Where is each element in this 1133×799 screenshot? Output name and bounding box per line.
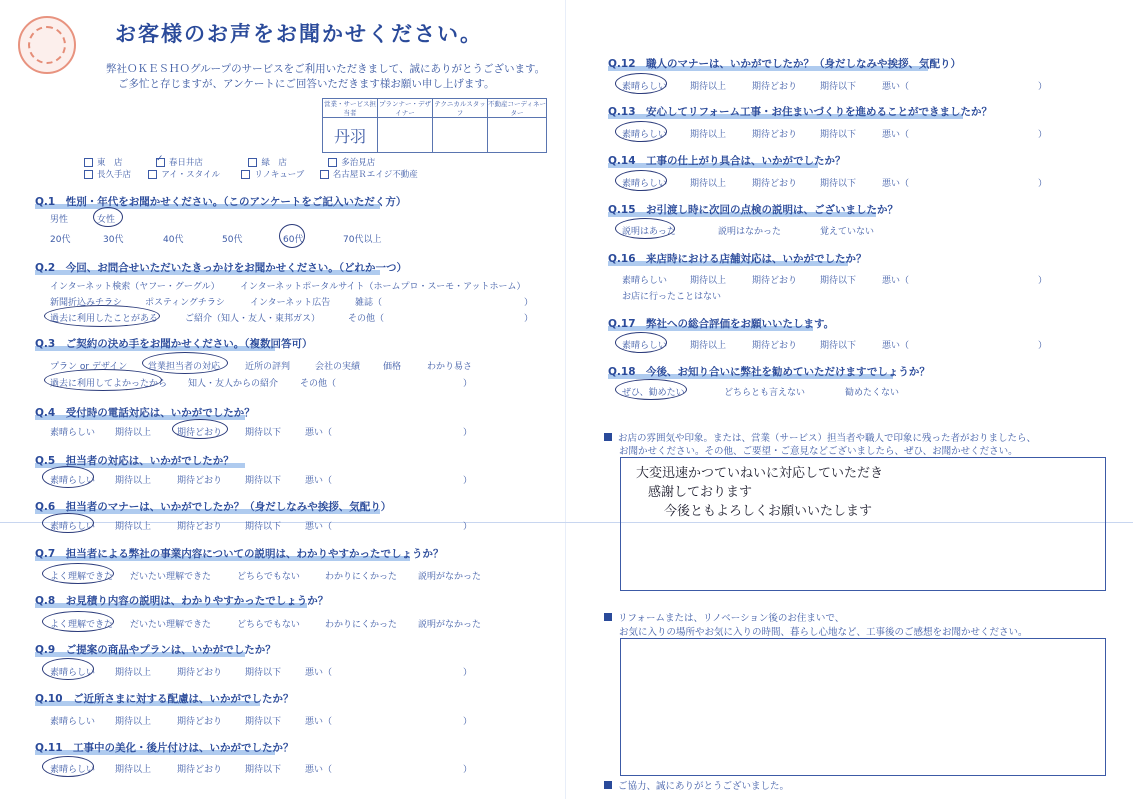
answer-circle — [615, 332, 667, 353]
q17-above[interactable]: 期待以上 — [690, 341, 727, 351]
footer-text: ご協力、誠にありがとうございました。 — [618, 781, 790, 792]
comment-handwriting-2: 感謝しております — [648, 485, 753, 500]
q6-below[interactable]: 期待以下 — [245, 522, 282, 532]
q8-title: Q.8 お見積り内容の説明は、わかりやすかったでしょうか？ — [35, 595, 329, 607]
q17-title: Q.17 弊社への総合評価をお願いいたします。 — [608, 318, 835, 330]
q2-web-ad[interactable]: インターネット広告 — [250, 298, 331, 308]
paren-close: ） — [463, 428, 473, 438]
q2-past-use[interactable]: 過去に利用したことがある — [50, 314, 159, 324]
q13-below[interactable]: 期待以下 — [820, 130, 857, 140]
free1-prompt-2: お聞かせください。その他、ご要望・ご意見などございましたら、ぜひ、お聞かせください。 — [619, 446, 1018, 457]
q8-understood-well[interactable]: よく理解できた — [50, 620, 114, 630]
paren-close: ） — [524, 314, 534, 324]
page-title: お客様のお声をお聞かせください。 — [115, 22, 483, 46]
q7-understood-well[interactable]: よく理解できた — [50, 572, 114, 582]
store-tajimi: 多治見店 — [341, 158, 376, 168]
free1-prompt-text-1: お店の雰囲気や印象。または、営業（サービス）担当者や職人で印象に残った者がおりましたら、 — [618, 433, 1037, 444]
intro-line-2: ご多忙と存じますが、アンケートにご回答いただきます様お願い申し上げます。 — [118, 78, 495, 90]
paren-close: ） — [1038, 179, 1048, 189]
store-kasugai: 春日井店 — [168, 158, 203, 168]
q15-title: Q.15 お引渡し時に次回の点検の説明は、ございましたか？ — [608, 204, 899, 216]
store-row-2 — [84, 168, 418, 180]
q2-magazine[interactable]: 雑誌（ — [355, 298, 383, 308]
paren-close: ） — [1038, 276, 1048, 286]
q4-above[interactable]: 期待以上 — [115, 428, 152, 438]
answer-circle — [615, 170, 667, 191]
staff-sales-name[interactable]: 丹羽 — [323, 118, 378, 153]
answer-circle — [44, 369, 162, 391]
q17-as-expected[interactable]: 期待どおり — [752, 341, 798, 351]
q11-title: Q.11 工事中の美化・後片付けは、いかがでしたか？ — [35, 742, 294, 754]
store-higashi: 東 店 — [97, 158, 123, 168]
comment-box-2[interactable] — [620, 638, 1106, 776]
paren-close: ） — [463, 476, 473, 486]
answer-circle — [44, 305, 160, 327]
q14-bad[interactable]: 悪い（ — [882, 179, 910, 189]
q3-past-good[interactable]: 過去に利用してよかったから — [50, 379, 168, 389]
staff-planner-cell[interactable] — [378, 118, 433, 153]
answer-circle — [42, 563, 114, 584]
paren-close: ） — [463, 717, 473, 727]
q1-male[interactable]: 男性 — [50, 215, 69, 225]
q9-as-expected[interactable]: 期待どおり — [177, 668, 223, 678]
q16-above[interactable]: 期待以上 — [690, 276, 727, 286]
q5-below[interactable]: 期待以下 — [245, 476, 282, 486]
intro-line-1: 弊社ＯＫＥＳＨＯグループのサービスをご利用いただきまして、誠にありがとうございます。 — [106, 63, 546, 75]
q11-bad[interactable]: 悪い（ — [305, 765, 333, 775]
q5-excellent[interactable]: 素晴らしい — [50, 476, 96, 486]
q4-title: Q.4 受付時の電話対応は、いかがでしたか？ — [35, 407, 255, 419]
paren-close: ） — [1038, 130, 1048, 140]
q15-explained[interactable]: 説明はあった — [622, 227, 676, 237]
q11-below[interactable]: 期待以下 — [245, 765, 282, 775]
q18-not-recommend[interactable]: 勧めたくない — [845, 388, 900, 398]
q13-above[interactable]: 期待以上 — [690, 130, 727, 140]
q2-title: Q.2 今回、お問合せいただいたきっかけをお聞かせください。（どれか一つ） — [35, 262, 407, 274]
store-row-1 — [84, 156, 375, 168]
staff-header-tech: テクニカルスタッフ — [434, 100, 486, 117]
q1-age-40[interactable]: 40代 — [163, 235, 184, 245]
q15-dont-remember[interactable]: 覚えていない — [820, 227, 875, 237]
q2-web-search[interactable]: インターネット検索（ヤフー・グーグル） — [50, 282, 220, 292]
q16-as-expected[interactable]: 期待どおり — [752, 276, 798, 286]
q10-as-expected[interactable]: 期待どおり — [177, 717, 223, 727]
answer-circle — [42, 756, 94, 777]
staff-header-realestate: 不動産コーディネーター — [488, 100, 546, 117]
q18-title: Q.18 今後、お知り合いに弊社を勧めていただけますでしょうか？ — [608, 366, 930, 378]
answer-circle — [142, 352, 228, 374]
q9-title: Q.9 ご提案の商品やプランは、いかがでしたか？ — [35, 644, 276, 656]
q18-neutral[interactable]: どちらとも言えない — [724, 388, 806, 398]
q12-below[interactable]: 期待以下 — [820, 82, 857, 92]
q13-bad[interactable]: 悪い（ — [882, 130, 910, 140]
q1-age-20[interactable]: 20代 — [50, 235, 71, 245]
paren-close: ） — [524, 298, 534, 308]
q3-plan-design[interactable]: プラン or デザイン — [50, 362, 128, 372]
q7-unclear[interactable]: わかりにくかった — [325, 572, 398, 582]
answer-circle — [42, 611, 114, 632]
answer-circle — [615, 379, 687, 400]
q2-portal[interactable]: インターネットポータルサイト（ホームプロ・スーモ・アットホーム） — [240, 282, 526, 292]
answer-circle — [279, 224, 305, 248]
q1-age-60[interactable]: 60代 — [283, 235, 304, 245]
q4-excellent[interactable]: 素晴らしい — [50, 428, 96, 438]
q11-as-expected[interactable]: 期待どおり — [177, 765, 223, 775]
q4-bad[interactable]: 悪い（ — [305, 428, 333, 438]
checkbox-checked-icon[interactable]: ✓ — [156, 158, 165, 167]
q8-mostly[interactable]: だいたい理解できた — [130, 620, 212, 630]
q15-not-explained[interactable]: 説明はなかった — [718, 227, 782, 237]
free1-prompt-1 — [604, 430, 1036, 444]
store-midori: 緑 店 — [261, 158, 287, 168]
free2-prompt-text-1: リフォームまたは、リノベーション後のお住まいで、 — [618, 613, 845, 624]
square-bullet-icon — [604, 433, 612, 441]
q9-above[interactable]: 期待以上 — [115, 668, 152, 678]
answer-circle — [172, 419, 228, 439]
paren-close: ） — [1038, 82, 1048, 92]
answer-circle — [615, 121, 667, 142]
q1-title: Q.1 性別・年代をお聞かせください。（このアンケートをご記入いただく方） — [35, 196, 407, 208]
q16-never-visited[interactable]: お店に行ったことはない — [622, 292, 722, 302]
answer-circle — [42, 466, 94, 488]
q6-bad[interactable]: 悪い（ — [305, 522, 333, 532]
q5-as-expected[interactable]: 期待どおり — [177, 476, 223, 486]
q9-excellent[interactable]: 素晴らしい — [50, 668, 96, 678]
q10-bad[interactable]: 悪い（ — [305, 717, 333, 727]
answer-circle — [42, 658, 94, 680]
q9-below[interactable]: 期待以下 — [245, 668, 282, 678]
q10-title: Q.10 ご近所さまに対する配慮は、いかがでしたか？ — [35, 693, 294, 705]
q7-neutral[interactable]: どちらでもない — [237, 572, 300, 582]
staff-header-sales: 営業・サービス担当者 — [324, 100, 376, 117]
store-nagakute: 長久手店 — [97, 170, 132, 180]
q10-above[interactable]: 期待以上 — [115, 717, 152, 727]
q3-title: Q.3 ご契約の決め手をお聞かせください。（複数回答可） — [35, 338, 313, 350]
q2-newspaper[interactable]: 新聞折込みチラシ — [50, 298, 123, 308]
page-fold — [565, 0, 566, 799]
store-istyle: アイ・スタイル — [161, 170, 220, 180]
q6-title: Q.6 担当者のマナーは、いかがでしたか？（身だしなみや挨拶、気配り） — [35, 501, 392, 513]
q3-friend-referral[interactable]: 知人・友人からの紹介 — [188, 379, 279, 389]
footer-thanks — [604, 778, 789, 792]
company-seal — [18, 16, 76, 74]
q4-below[interactable]: 期待以下 — [245, 428, 282, 438]
q3-reputation[interactable]: 近所の評判 — [245, 362, 291, 372]
q16-title: Q.16 来店時における店舗対応は、いかがでしたか？ — [608, 253, 867, 265]
paren-close: ） — [463, 668, 473, 678]
q8-neutral[interactable]: どちらでもない — [237, 620, 300, 630]
q13-as-expected[interactable]: 期待どおり — [752, 130, 798, 140]
answer-circle — [615, 218, 675, 239]
store-nagoya-r-age: 名古屋Ｒエイジ不動産 — [332, 170, 418, 180]
checkbox-icon[interactable] — [148, 170, 157, 179]
q14-as-expected[interactable]: 期待どおり — [752, 179, 798, 189]
q12-excellent[interactable]: 素晴らしい — [622, 82, 668, 92]
q1-age-30[interactable]: 30代 — [103, 235, 124, 245]
q10-excellent[interactable]: 素晴らしい — [50, 717, 96, 727]
answer-circle — [93, 207, 123, 227]
q3-price[interactable]: 価格 — [383, 362, 402, 372]
q12-title: Q.12 職人のマナーは、いかがでしたか？（身だしなみや挨拶、気配り） — [608, 58, 962, 70]
q2-other[interactable]: その他（ — [348, 314, 385, 324]
q9-bad[interactable]: 悪い（ — [305, 668, 333, 678]
free2-prompt-1 — [604, 610, 844, 624]
staff-table — [322, 98, 547, 153]
q16-below[interactable]: 期待以下 — [820, 276, 857, 286]
square-bullet-icon — [604, 613, 612, 621]
checkbox-icon[interactable] — [248, 158, 257, 167]
q17-below[interactable]: 期待以下 — [820, 341, 857, 351]
q8-no-explanation[interactable]: 説明がなかった — [418, 620, 482, 630]
q18-recommend[interactable]: ぜひ、勧めたい — [622, 388, 685, 398]
q3-track-record[interactable]: 会社の実績 — [315, 362, 361, 372]
q3-other[interactable]: その他（ — [300, 379, 337, 389]
checkbox-icon[interactable] — [241, 170, 250, 179]
q14-below[interactable]: 期待以下 — [820, 179, 857, 189]
store-renocube: リノキューブ — [254, 170, 305, 180]
q7-no-explanation[interactable]: 説明がなかった — [418, 572, 482, 582]
q1-female[interactable]: 女性 — [97, 215, 116, 225]
q6-above[interactable]: 期待以上 — [115, 522, 152, 532]
q6-as-expected[interactable]: 期待どおり — [177, 522, 223, 532]
q1-age-70[interactable]: 70代以上 — [343, 235, 382, 245]
q3-sales-response[interactable]: 営業担当者の対応 — [148, 362, 221, 372]
checkbox-icon[interactable] — [84, 158, 93, 167]
staff-header-planner: プランナー・デザイナー — [379, 100, 431, 117]
q13-excellent[interactable]: 素晴らしい — [622, 130, 668, 140]
staff-tech-cell[interactable] — [433, 118, 488, 153]
q8-unclear[interactable]: わかりにくかった — [325, 620, 398, 630]
q11-excellent[interactable]: 素晴らしい — [50, 765, 96, 775]
q11-above[interactable]: 期待以上 — [115, 765, 152, 775]
checkbox-icon[interactable] — [84, 170, 93, 179]
q5-above[interactable]: 期待以上 — [115, 476, 152, 486]
q12-above[interactable]: 期待以上 — [690, 82, 727, 92]
q17-excellent[interactable]: 素晴らしい — [622, 341, 668, 351]
q2-posting[interactable]: ポスティングチラシ — [145, 298, 225, 308]
q1-age-50[interactable]: 50代 — [222, 235, 243, 245]
q17-bad[interactable]: 悪い（ — [882, 341, 910, 351]
paren-close: ） — [463, 522, 473, 532]
square-bullet-icon — [604, 781, 612, 789]
q7-title: Q.7 担当者による弊社の事業内容についての説明は、わかりやすかったでしょうか？ — [35, 548, 444, 560]
q16-bad[interactable]: 悪い（ — [882, 276, 910, 286]
checkbox-icon[interactable] — [328, 158, 337, 167]
paren-close: ） — [463, 765, 473, 775]
q14-title: Q.14 工事の仕上がり具合は、いかがでしたか？ — [608, 155, 846, 167]
q2-referral[interactable]: ご紹介（知人・友人・東邦ガス） — [185, 314, 321, 324]
checkbox-icon[interactable] — [320, 170, 329, 179]
free2-prompt-2: お気に入りの場所やお気に入りの時間、暮らし心地など、工事後のご感想をお聞かせください。 — [619, 627, 1028, 638]
staff-realestate-cell[interactable] — [488, 118, 547, 153]
q10-below[interactable]: 期待以下 — [245, 717, 282, 727]
q6-excellent[interactable]: 素晴らしい — [50, 522, 96, 532]
q4-as-expected[interactable]: 期待どおり — [177, 428, 223, 438]
q3-clarity[interactable]: わかり易さ — [427, 362, 473, 372]
answer-circle — [42, 513, 94, 533]
q12-as-expected[interactable]: 期待どおり — [752, 82, 798, 92]
q14-excellent[interactable]: 素晴らしい — [622, 179, 668, 189]
paren-close: ） — [1038, 341, 1048, 351]
comment-handwriting-1: 大変迅速かつていねいに対応していただき — [636, 466, 884, 481]
q7-mostly[interactable]: だいたい理解できた — [130, 572, 212, 582]
q16-excellent[interactable]: 素晴らしい — [622, 276, 668, 286]
answer-circle — [615, 73, 667, 94]
q14-above[interactable]: 期待以上 — [690, 179, 727, 189]
comment-handwriting-3: 今後ともよろしくお願いいたします — [664, 504, 873, 519]
q5-bad[interactable]: 悪い（ — [305, 476, 333, 486]
q13-title: Q.13 安心してリフォーム工事・お住まいづくりを進めることができましたか？ — [608, 106, 993, 118]
q5-title: Q.5 担当者の対応は、いかがでしたか？ — [35, 455, 234, 467]
paren-close: ） — [463, 379, 473, 389]
q12-bad[interactable]: 悪い（ — [882, 82, 910, 92]
